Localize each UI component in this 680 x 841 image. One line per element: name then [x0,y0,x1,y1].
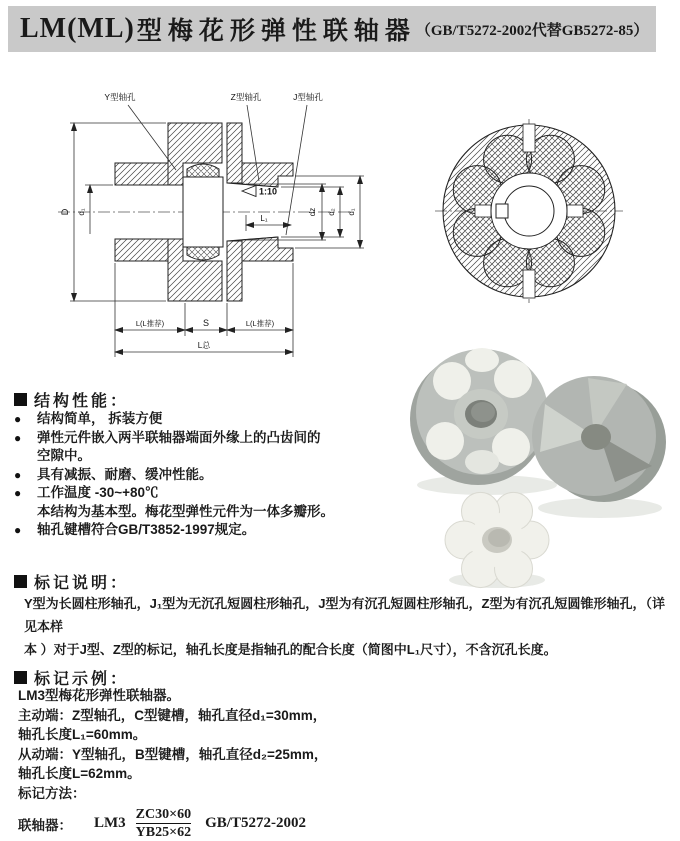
bullet-icon: ● [14,523,22,537]
keyway [496,204,508,218]
notation-body [24,592,670,661]
dim-d1-left: d₁ [77,208,86,216]
dim-D: D [60,208,70,216]
label-z-bore: Z型轴孔 [230,92,262,102]
page-title-standard-ref: （GB/T5272-2002代替GB5272-85） [415,22,649,39]
example-heading-text: 标记示例： [34,671,130,688]
page-title-latin: LM(ML) [20,13,135,44]
designation-model: LM3 [94,815,126,831]
coupling-cross-section-drawing [45,80,375,370]
dim-S: S [202,318,210,328]
taper-annotation [242,186,277,197]
dim-L-total: L总 [197,341,211,350]
designation-label: 联轴器： [18,817,72,833]
heading-square-marker [14,671,27,684]
dim-d1-right: d₁ [347,208,356,216]
list-item: ● 具有减振、耐磨、缓冲性能。 [14,466,404,485]
list-item: ● 结构简单， 拆装方便 [14,410,404,429]
bullet-icon: ● [14,486,22,500]
list-item: ● 工作温度 -30~+80℃ [14,484,404,503]
performance-heading-text: 结构性能： [34,393,130,410]
bullet-icon: ● [14,467,22,482]
bullet-icon: ● [14,430,22,445]
taper-ratio-label: 1:10 [259,186,278,197]
example-body [18,686,418,841]
example-line: 主动端：Z型轴孔，C型键槽，轴孔直径d₁=30mm， [18,707,327,723]
dim-dz: dz [308,207,317,217]
designation-fraction [136,806,191,841]
bullet-icon [14,447,37,466]
list-item: ● 轴孔键槽符合GB/T3852-1997规定。 [14,521,404,540]
dim-L-left: L(L推荐) [135,319,165,328]
designation-row [18,806,418,841]
coupling-front-view-drawing [420,95,670,340]
bullet-icon: ● [14,412,22,426]
shaft-bore [504,186,554,236]
example-line: 轴孔长度L₁=60mm。 [18,727,147,742]
coupling-product-photo [395,335,680,600]
example-line: LM3型梅花形弹性联轴器。 [18,688,180,703]
example-line: 标记方法： [18,785,86,801]
label-y-bore: Y型轴孔 [104,92,136,102]
fraction-denominator: YB25×62 [135,825,192,840]
photo-elastomer-star [445,492,549,587]
dim-L-right: L(L推荐) [245,319,275,328]
page-title-bar [8,6,656,52]
label-j-bore: J型轴孔 [293,92,323,102]
notation-line-1: Y型为长圆柱形轴孔，J₁型为无沉孔短圆柱形轴孔，J型为有沉孔短圆柱形轴孔，Z型为有沉孔短圆锥形轴孔，（详见本样 [24,596,665,634]
dim-L1: L₁ [260,214,268,223]
elastomer-element-section [183,164,223,260]
example-line: 从动端：Y型轴孔，B型键槽，轴孔直径d₂=25mm， [18,746,328,762]
photo-left-hub [410,348,548,485]
list-item: 本结构为基本型。梅花型弹性元件为一体多瓣形。 [14,503,404,522]
section-heading-notation [14,570,129,593]
example-line: 轴孔长度L=62mm。 [18,766,141,781]
fraction-numerator: ZC30×60 [135,807,192,822]
heading-square-marker [14,393,27,406]
notation-heading-text: 标记说明： [34,575,130,592]
page-title-chinese: 型梅花形弹性联轴器 [136,18,416,45]
dim-d2: d₂ [327,208,336,216]
notation-line-2: 本 ）对于J型、Z型的标记，轴孔长度是指轴孔的配合长度（简图中L₁尺寸），不含沉孔长度。 [24,642,557,657]
performance-list [14,410,404,540]
list-item: 空隙中。 [14,447,404,466]
designation-standard: GB/T5272-2002 [205,815,306,831]
list-item: ● 弹性元件嵌入两半联轴器端面外缘上的凸齿间的 [14,429,404,448]
bullet-icon [14,503,37,522]
section-heading-performance [14,388,129,411]
heading-square-marker [14,575,27,588]
